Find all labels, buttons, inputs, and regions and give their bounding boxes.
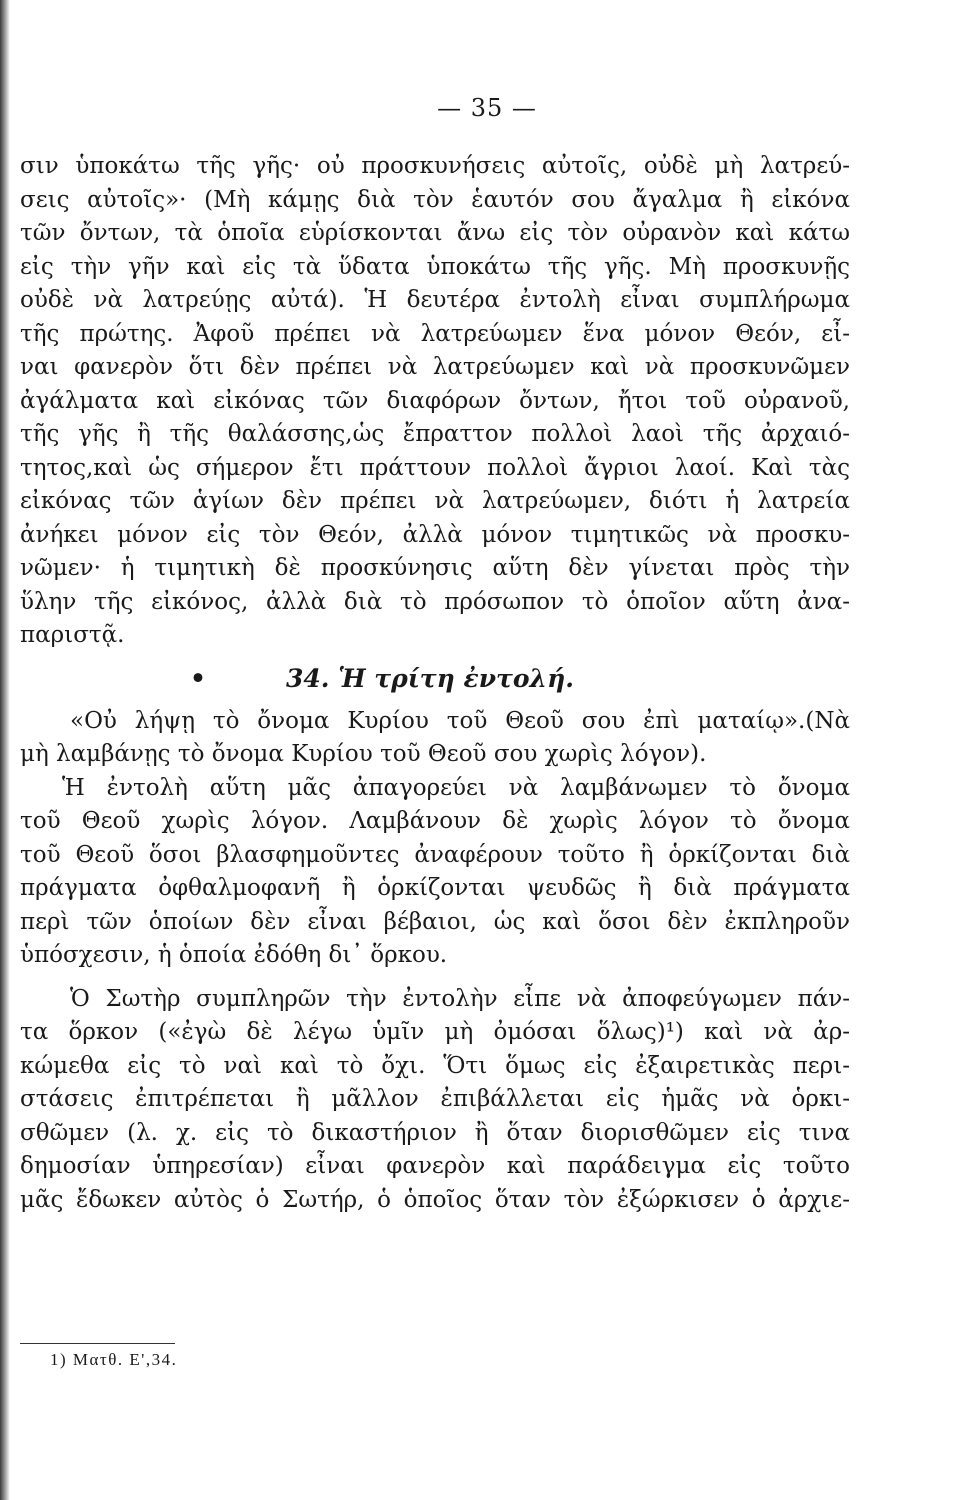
heading-bullet: • — [190, 663, 206, 693]
text-line: Ἡ ἐντολὴ αὕτη μᾶς ἀπαγορεύει νὰ λαμβάνωμεν τὸ ὄνομα — [62, 774, 850, 801]
text-line: ναι φανερὸν ὅτι δὲν πρέπει νὰ λατρεύωμεν καὶ νὰ προσκυνῶμεν — [20, 354, 850, 380]
text-line: κώμεθα εἰς τὸ ναὶ καὶ τὸ ὄχι. Ὅτι ὅμως εἰς ἐξαιρετικὰς περι- — [20, 1052, 850, 1079]
footnote: 1) Ματθ. Ε',34. — [50, 1350, 178, 1369]
text-line: οὐδὲ νὰ λατρεύῃς αὐτά). Ἡ δευτέρα ἐντολὴ εἶναι συμπλήρωμα — [20, 287, 850, 313]
text-line: Ὁ Σωτὴρ συμπληρῶν τὴν ἐντολὴν εἶπε νὰ ἀποφεύγωμεν πάν- — [70, 985, 850, 1012]
text-line: περὶ τῶν ὁποίων δὲν εἶναι βέβαιοι, ὡς καὶ ὅσοι δὲν ἐκπληροῦν — [20, 908, 850, 935]
text-line: ἀγάλματα καὶ εἰκόνας τῶν διαφόρων ὄντων, ἤτοι τοῦ οὐρανοῦ, — [20, 387, 850, 414]
paragraph-spacer — [20, 973, 850, 983]
text-line: ἀνήκει μόνον εἰς τὸν Θεόν, ἀλλὰ μόνον τιμητικῶς νὰ προσκυ- — [20, 521, 850, 548]
footnote-rule — [20, 1343, 175, 1344]
text-line: ὑπόσχεσιν, ἡ ὁποία ἐδόθη δι᾽ ὅρκου. — [20, 942, 448, 968]
text-line: νῶμεν· ἡ τιμητικὴ δὲ προσκύνησις αὕτη δὲν γίνεται πρὸς τὴν — [20, 555, 850, 581]
page-edge-shadow — [0, 0, 10, 1500]
paragraph-2 — [20, 705, 850, 973]
section-heading — [20, 653, 850, 705]
text-line: τῆς γῆς ἢ τῆς θαλάσσης,ὡς ἔπραττον πολλοὶ λαοὶ τῆς ἀρχαιό- — [20, 421, 850, 447]
text-line: τῆς πρώτης. Ἀφοῦ πρέπει νὰ λατρεύωμεν ἕνα μόνον Θεόν, εἶ- — [20, 320, 850, 347]
text-line: στάσεις ἐπιτρέπεται ἢ μᾶλλον ἐπιβάλλεται εἰς ἡμᾶς νὰ ὁρκι- — [20, 1086, 850, 1112]
text-line: εἰς τὴν γῆν καὶ εἰς τὰ ὕδατα ὑποκάτω τῆς γῆς. Μὴ προσκυνῇς — [20, 253, 850, 280]
text-line: «Οὐ λήψῃ τὸ ὄνομα Κυρίου τοῦ Θεοῦ σου ἐπὶ ματαίῳ».(Νὰ — [70, 707, 850, 734]
paragraph-3 — [20, 983, 850, 1218]
text-line: τῶν ὄντων, τὰ ὁποῖα εὑρίσκονται ἄνω εἰς τὸν οὐρανὸν καὶ κάτω — [20, 220, 850, 246]
text-line: τοῦ Θεοῦ ὅσοι βλασφημοῦντες ἀναφέρουν τοῦτο ἢ ὁρκίζονται διὰ — [20, 841, 850, 868]
text-line: μᾶς ἔδωκεν αὐτὸς ὁ Σωτήρ, ὁ ὁποῖος ὅταν τὸν ἐξώρκισεν ὁ ἀρχιε- — [20, 1186, 850, 1213]
text-line: σθῶμεν (λ. χ. εἰς τὸ δικαστήριον ἢ ὅταν διορισθῶμεν εἰς τινα — [20, 1119, 850, 1146]
heading-text: 34. Ἡ τρίτη ἐντολή. — [286, 663, 574, 693]
text-line: εἰκόνας τῶν ἁγίων δὲν πρέπει νὰ λατρεύωμεν, διότι ἡ λατρεία — [20, 488, 850, 514]
text-line: τα ὅρκον («ἐγὼ δὲ λέγω ὑμῖν μὴ ὀμόσαι ὅλως)¹) καὶ νὰ ἀρ- — [20, 1019, 850, 1045]
text-line: τοῦ Θεοῦ χωρὶς λόγον. Λαμβάνουν δὲ χωρὶς λόγον τὸ ὄνομα — [20, 808, 850, 834]
text-line: ὕλην τῆς εἰκόνος, ἀλλὰ διὰ τὸ πρόσωπον τὸ ὁποῖον αὕτη ἀνα- — [20, 588, 850, 615]
text-line: σιν ὑποκάτω τῆς γῆς· οὐ προσκυνήσεις αὐτοῖς, οὐδὲ μὴ λατρεύ- — [20, 153, 850, 179]
text-line: τητος,καὶ ὡς σήμερον ἔτι πράττουν πολλοὶ ἄγριοι λαοί. Καὶ τὰς — [20, 454, 850, 481]
body-text — [20, 150, 850, 1217]
text-line: μὴ λαμβάνῃς τὸ ὄνομα Κυρίου τοῦ Θεοῦ σου χωρὶς λόγον). — [20, 741, 707, 767]
paragraph-1 — [20, 150, 850, 653]
text-line: πράγματα ὀφθαλμοφανῆ ἢ ὁρκίζονται ψευδῶς ἢ διὰ πράγματα — [20, 875, 850, 901]
page-number: — 35 — — [437, 94, 537, 122]
text-line: δημοσίαν ὑπηρεσίαν) εἶναι φανερὸν καὶ παράδειγμα εἰς τοῦτο — [20, 1153, 850, 1179]
text-line: παριστᾷ. — [20, 622, 125, 648]
text-line: σεις αὐτοῖς»· (Μὴ κάμῃς διὰ τὸν ἑαυτόν σου ἄγαλμα ἢ εἰκόνα — [20, 186, 850, 213]
